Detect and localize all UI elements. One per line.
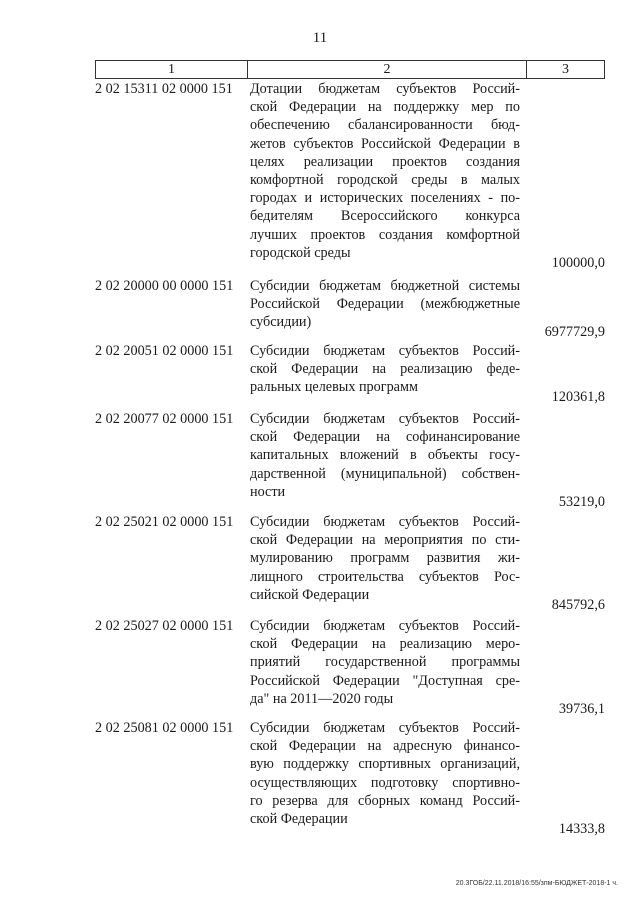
page-number: 11 [312, 30, 328, 46]
description-line: комфортной городской среды в малых [250, 172, 520, 189]
budget-description [250, 617, 520, 708]
budget-code: 2 02 15311 02 0000 151 [95, 81, 233, 97]
header-col-3: 3 [562, 62, 569, 77]
description-line: приятий государственной программы [250, 654, 520, 671]
description-line: лучших проектов создания комфортной [250, 226, 520, 243]
description-line: Субсидии бюджетам субъектов Россий- [250, 618, 520, 634]
description-line: Дотации бюджетам субъектов Россий- [250, 81, 520, 97]
budget-amount: 845792,6 [551, 596, 605, 613]
budget-amount: 6977729,9 [544, 324, 605, 341]
description-line: Российской Федерации "Доступная сре- [250, 672, 520, 689]
description-line: ской Федерации на софинансирование [250, 429, 520, 446]
budget-description [250, 410, 520, 501]
description-line: сийской Федерации [250, 586, 370, 603]
description-line: да" на 2011—2020 годы [250, 690, 394, 707]
header-col-1: 1 [96, 61, 248, 78]
description-line: Субсидии бюджетам субъектов Россий- [250, 514, 520, 530]
description-line: Субсидии бюджетам субъектов Россий- [250, 720, 520, 736]
budget-code: 2 02 20000 00 0000 151 [95, 278, 234, 294]
description-line: вую поддержку спортивных организаций, [250, 756, 520, 773]
footer-stamp: 20.3ГОБ/22.11.2018/16:55/зпм-БЮДЖЕТ-2018-1 ч. [455, 880, 618, 887]
budget-description [250, 277, 520, 332]
description-line: го резерва для сборных команд Россий- [250, 792, 520, 809]
description-line: бедителям Всероссийского конкурса [250, 208, 520, 225]
table-header [95, 60, 605, 79]
description-line: ской Федерации на реализацию меро- [250, 636, 520, 653]
description-line: ской Федерации на мероприятия по сти- [250, 532, 520, 549]
description-line: ской Федерации на адресную финансо- [250, 738, 520, 755]
budget-description [250, 719, 520, 828]
description-line: Российской Федерации (межбюджетные [250, 296, 520, 313]
description-line: жетов субъектов Российской Федерации в [250, 135, 520, 152]
budget-code: 2 02 20077 02 0000 151 [95, 411, 234, 427]
description-line: ральных целевых программ [250, 379, 418, 396]
description-line: субсидии) [250, 314, 312, 331]
description-line: дарственной (муниципальной) собствен- [250, 465, 520, 482]
budget-code: 2 02 25027 02 0000 151 [95, 618, 234, 634]
budget-description [250, 342, 520, 397]
description-line: ской Федерации [250, 811, 348, 828]
budget-amount: 53219,0 [558, 493, 605, 510]
budget-code: 2 02 25081 02 0000 151 [95, 720, 234, 736]
budget-amount: 39736,1 [558, 700, 605, 717]
description-line: лищного строительства субъектов Рос- [250, 568, 520, 585]
description-line: ской Федерации на поддержку мер по [250, 99, 520, 116]
description-line: целях реализации проектов создания [250, 153, 520, 170]
description-line: ской Федерации на реализацию феде- [250, 361, 520, 378]
budget-code: 2 02 25021 02 0000 151 [95, 514, 234, 530]
description-line: городах и исторических поселениях - по- [250, 190, 520, 207]
description-line: Субсидии бюджетам бюджетной системы [250, 278, 520, 294]
description-line: обеспечению сбалансированности бюд- [250, 117, 520, 134]
header-col-2: 2 [248, 61, 527, 78]
description-line: ности [250, 483, 286, 500]
description-line: Субсидии бюджетам субъектов Россий- [250, 411, 520, 427]
description-line: капитальных вложений в объекты госу- [250, 447, 520, 464]
budget-description [250, 80, 520, 262]
description-line: Субсидии бюджетам субъектов Россий- [250, 343, 520, 359]
budget-description [250, 513, 520, 604]
budget-code: 2 02 20051 02 0000 151 [95, 343, 234, 359]
budget-amount: 14333,8 [558, 821, 605, 837]
budget-amount: 100000,0 [551, 254, 605, 271]
budget-amount: 120361,8 [551, 389, 605, 406]
description-line: мулированию программ развития жи- [250, 550, 520, 567]
description-line: осуществляющих подготовку спортивно- [250, 774, 520, 791]
description-line: городской среды [250, 244, 351, 261]
